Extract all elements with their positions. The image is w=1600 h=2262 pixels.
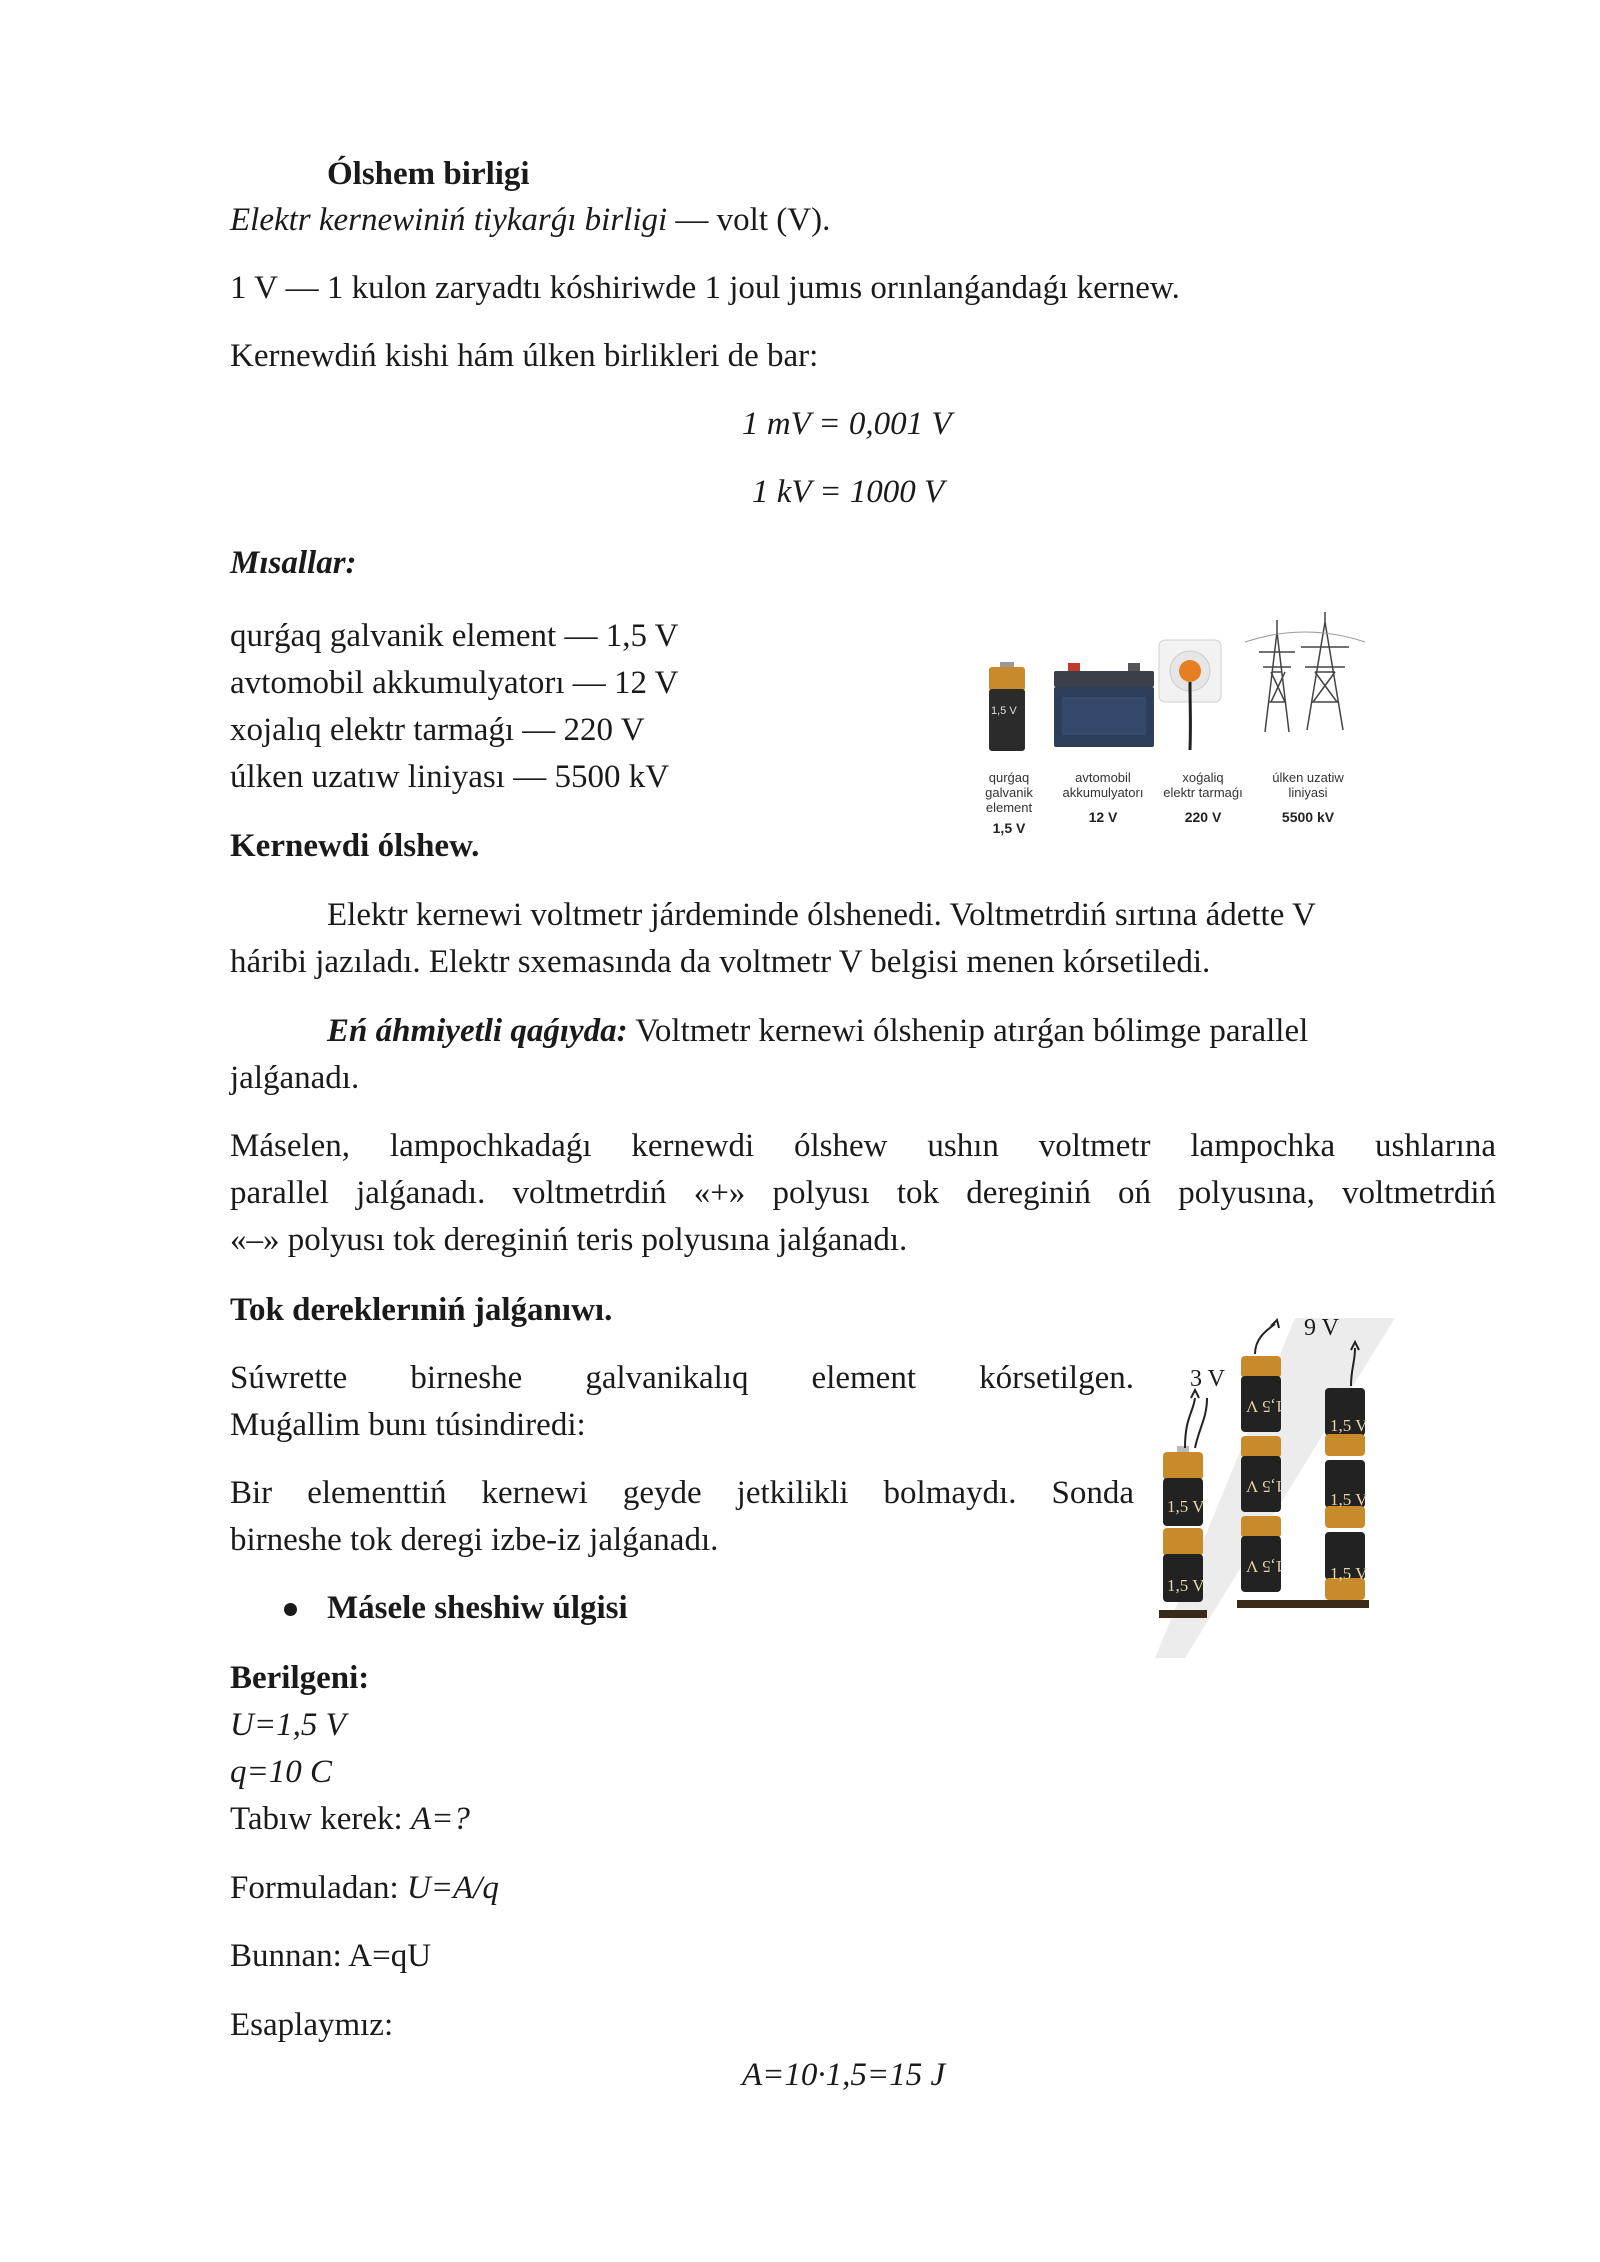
example-item: qurǵaq galvanik element — 1,5 V	[230, 618, 679, 654]
caption-line: avtomobil	[1075, 770, 1131, 785]
measure-p3-line1: Máselen, lampochkadaǵı kernewdi ólshew ushın voltmetr lampochka ushlarına	[230, 1128, 1496, 1164]
solution-heading: Másele sheshiw úlgisi	[327, 1590, 628, 1626]
volt-definition: 1 V — 1 kulon zaryadtı kóshiriwde 1 joul jumıs orınlanǵandaǵı kernew.	[230, 270, 1180, 306]
bullet-marker	[284, 1603, 297, 1616]
calc-label: Esaplaymız:	[230, 2007, 394, 2043]
caption-line: akkumulyatorı	[1062, 785, 1144, 800]
measure-heading: Kernewdi ólshew.	[230, 828, 480, 864]
sources-p2-line1: Bir elementtiń kernewi geyde jetkilikli bolmaydı. Sonda	[230, 1475, 1134, 1511]
rule-text: Voltmetr kernewi ólshenip atırǵan bólimge parallel	[627, 1013, 1309, 1049]
formula-line	[230, 1870, 499, 1907]
caption-line: úlken uzatiw	[1272, 770, 1344, 785]
given-q: q=10 C	[230, 1754, 333, 1790]
caption-line: qurǵaq	[988, 770, 1030, 785]
caption-socket	[1148, 770, 1258, 825]
rule-label: Eń áhmiyetli qaǵıyda:	[327, 1013, 628, 1049]
sources-p2-line2: birneshe tok deregi izbe-iz jalǵanadı.	[230, 1522, 719, 1558]
derived-line: Bunnan: A=qU	[230, 1938, 432, 1974]
result-line: A=10·1,5=15 J	[742, 2057, 946, 2093]
cell-label: 1,5 V	[1167, 1576, 1205, 1595]
label-3v: 3 V	[1190, 1366, 1225, 1392]
caption-tower	[1258, 770, 1358, 825]
measure-p2-line1	[327, 1013, 1308, 1050]
caption-dry-cell	[969, 770, 1049, 836]
measure-p3-line2: parallel jalǵanadı. voltmetrdiń «+» polyusı tok dereginiń oń polyusına, voltmetrdiń	[230, 1175, 1496, 1211]
measure-p3-line3: «–» polyusı tok dereginiń teris polyusına jalǵanadı.	[230, 1222, 908, 1258]
example-item: avtomobil akkumulyatorı — 12 V	[230, 665, 679, 701]
cell-label: 1,5 V	[1246, 1477, 1284, 1496]
find-line	[230, 1801, 470, 1838]
label-9v: 9 V	[1304, 1315, 1339, 1341]
find-value: A=?	[410, 1801, 470, 1837]
cell-label: 1,5 V	[1167, 1497, 1205, 1516]
caption-line: element	[985, 800, 1033, 815]
given-u: U=1,5 V	[230, 1707, 346, 1743]
find-label: Tabıw kerek:	[230, 1801, 411, 1837]
caption-line: xoǵaliq	[1182, 770, 1224, 785]
cell-label: 1,5 V	[1246, 1397, 1284, 1416]
definition-unit: — volt (V).	[667, 202, 831, 238]
caption-value: 1,5 V	[992, 820, 1026, 836]
cell-label: 1,5 V	[1330, 1564, 1368, 1583]
measure-p2-line2: jalǵanadı.	[230, 1060, 360, 1096]
power-tower-image	[1245, 612, 1365, 732]
dry-cell-label: 1,5 V	[991, 705, 1017, 717]
cell-label: 1,5 V	[1246, 1557, 1284, 1576]
examples-heading: Mısallar:	[230, 545, 357, 581]
formula-kv: 1 kV = 1000 V	[752, 474, 945, 510]
cell-label: 1,5 V	[1330, 1490, 1368, 1509]
caption-line: elektr tarmaǵı	[1163, 785, 1243, 800]
caption-line: liniyasi	[1288, 785, 1328, 800]
formula-value: U=A/q	[406, 1870, 499, 1906]
measure-p1-line1: Elektr kernewi voltmetr járdeminde ólshenedi. Voltmetrdiń sırtına ádette V	[327, 897, 1316, 933]
example-item: úlken uzatıw liniyası — 5500 kV	[230, 759, 670, 795]
caption-value: 12 V	[1088, 809, 1118, 825]
units-heading: Ólshem birligi	[327, 156, 530, 192]
other-units: Kernewdiń kishi hám úlken birlikleri de bar:	[230, 338, 819, 374]
formula-mv: 1 mV = 0,001 V	[742, 406, 952, 442]
socket-image	[1155, 640, 1235, 760]
sources-p1-line1: Súwrette birneshe galvanikalıq element kórsetilgen.	[230, 1360, 1134, 1396]
sources-heading: Tok dereklerıniń jalǵanıwı.	[230, 1292, 613, 1328]
sources-p1-line2: Muǵallim bunı túsindiredi:	[230, 1407, 586, 1443]
caption-line: galvanik	[985, 785, 1033, 800]
definition-text: Elektr kernewiniń tiykarǵı birligi	[230, 202, 668, 238]
caption-value: 5500 kV	[1281, 809, 1335, 825]
formula-label: Formuladan:	[230, 1870, 407, 1906]
definition-line	[230, 202, 830, 239]
caption-value: 220 V	[1184, 809, 1222, 825]
given-heading: Berilgeni:	[230, 1660, 370, 1696]
example-item: xojalıq elektr tarmaǵı — 220 V	[230, 712, 645, 748]
cell-label: 1,5 V	[1330, 1416, 1368, 1435]
car-battery-image	[1050, 663, 1160, 753]
measure-p1-line2: háribi jazıladı. Elektr sxemasında da voltmetr V belgisi menen kórsetiledi.	[230, 944, 1211, 980]
caption-car-battery	[1048, 770, 1158, 825]
